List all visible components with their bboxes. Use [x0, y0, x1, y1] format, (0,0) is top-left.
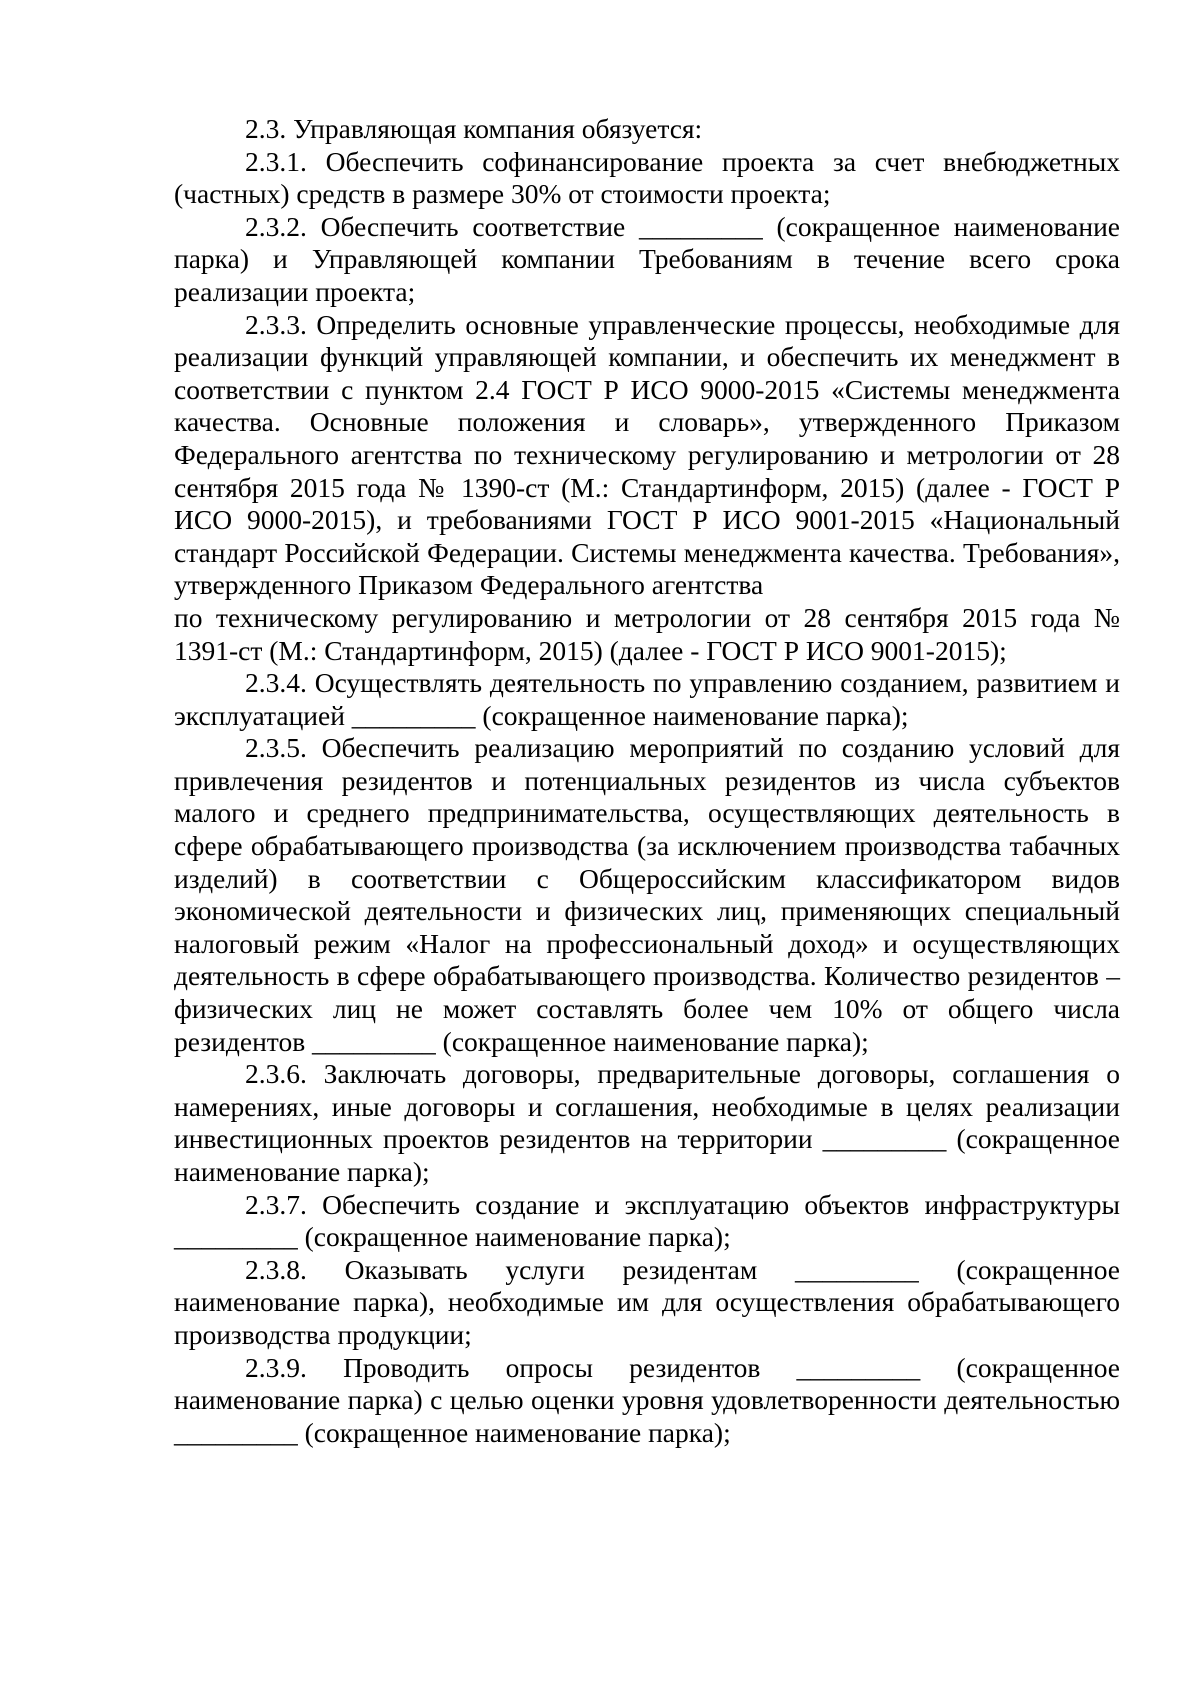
section-heading-2-3: 2.3. Управляющая компания обязуется: — [245, 113, 703, 144]
clause-2-3-3: 2.3.3. Определить основные управленческие процессы, необходимые для реализации функций управляющей компании, и обеспечить их менеджмент в соответствии с пунктом 2.4 ГОСТ Р ИСО 9000-2015 «Системы менеджмента качества. Основные положения и словарь», утвержденного Приказом Федерального агентства по техническому регулированию и метрологии от 28 сентября 2015 года № 1390-ст (М.: Стандартинформ, 2015) (далее - ГОСТ Р ИСО 9000-2015), и требованиями ГОСТ Р ИСО 9001-2015 «Национальный стандарт Российской Федерации. Системы менеджмента качества. Требования», утвержденного Приказом Федерального агентства — [174, 308, 1120, 601]
clause-2-3-2: 2.3.2. Обеспечить соответствие _________ (сокращенное наименование парка) и Управляющей компании Требованиям в течение всего срока реализации проекта; — [174, 210, 1120, 307]
clause-2-3-6: 2.3.6. Заключать договоры, предварительные договоры, соглашения о намерениях, иные договоры и соглашения, необходимые в целях реализации инвестиционных проектов резидентов на территории _________ (сокращенное наименование парка); — [174, 1058, 1120, 1187]
document-body — [174, 113, 1120, 1449]
clause-2-3-1: 2.3.1. Обеспечить софинансирование проекта за счет внебюджетных (частных) средств в размере 30% от стоимости проекта; — [174, 145, 1120, 210]
clause-2-3-7: 2.3.7. Обеспечить создание и эксплуатацию объектов инфраструктуры _________ (сокращенное наименование парка); — [174, 1188, 1120, 1253]
clause-2-3-9: 2.3.9. Проводить опросы резидентов _________ (сокращенное наименование парка) с целью оценки уровня удовлетворенности деятельностью _________ (сокращенное наименование парка); — [174, 1351, 1120, 1448]
clause-2-3-5: 2.3.5. Обеспечить реализацию мероприятий по созданию условий для привлечения резидентов и потенциальных резидентов из числа субъектов малого и среднего предпринимательства, осуществляющих деятельность в сфере обрабатывающего производства (за исключением производства табачных изделий) в соответствии с Общероссийским классификатором видов экономической деятельности и физических лиц, применяющих специальный налоговый режим «Налог на профессиональный доход» и осуществляющих деятельность в сфере обрабатывающего производства. Количество резидентов – физических лиц не может составлять более чем 10% от общего числа резидентов _________ (сокращенное наименование парка); — [174, 732, 1120, 1057]
clause-2-3-4: 2.3.4. Осуществлять деятельность по управлению созданием, развитием и эксплуатацией _________ (сокращенное наименование парка); — [174, 667, 1120, 731]
clause-2-3-8: 2.3.8. Оказывать услуги резидентам _________ (сокращенное наименование парка), необходимые им для осуществления обрабатывающего производства продукции; — [174, 1253, 1120, 1350]
clause-2-3-3-continuation: по техническому регулированию и метрологии от 28 сентября 2015 года № 1391-ст (М.: Стандартинформ, 2015) (далее - ГОСТ Р ИСО 9001-2015); — [174, 601, 1120, 666]
